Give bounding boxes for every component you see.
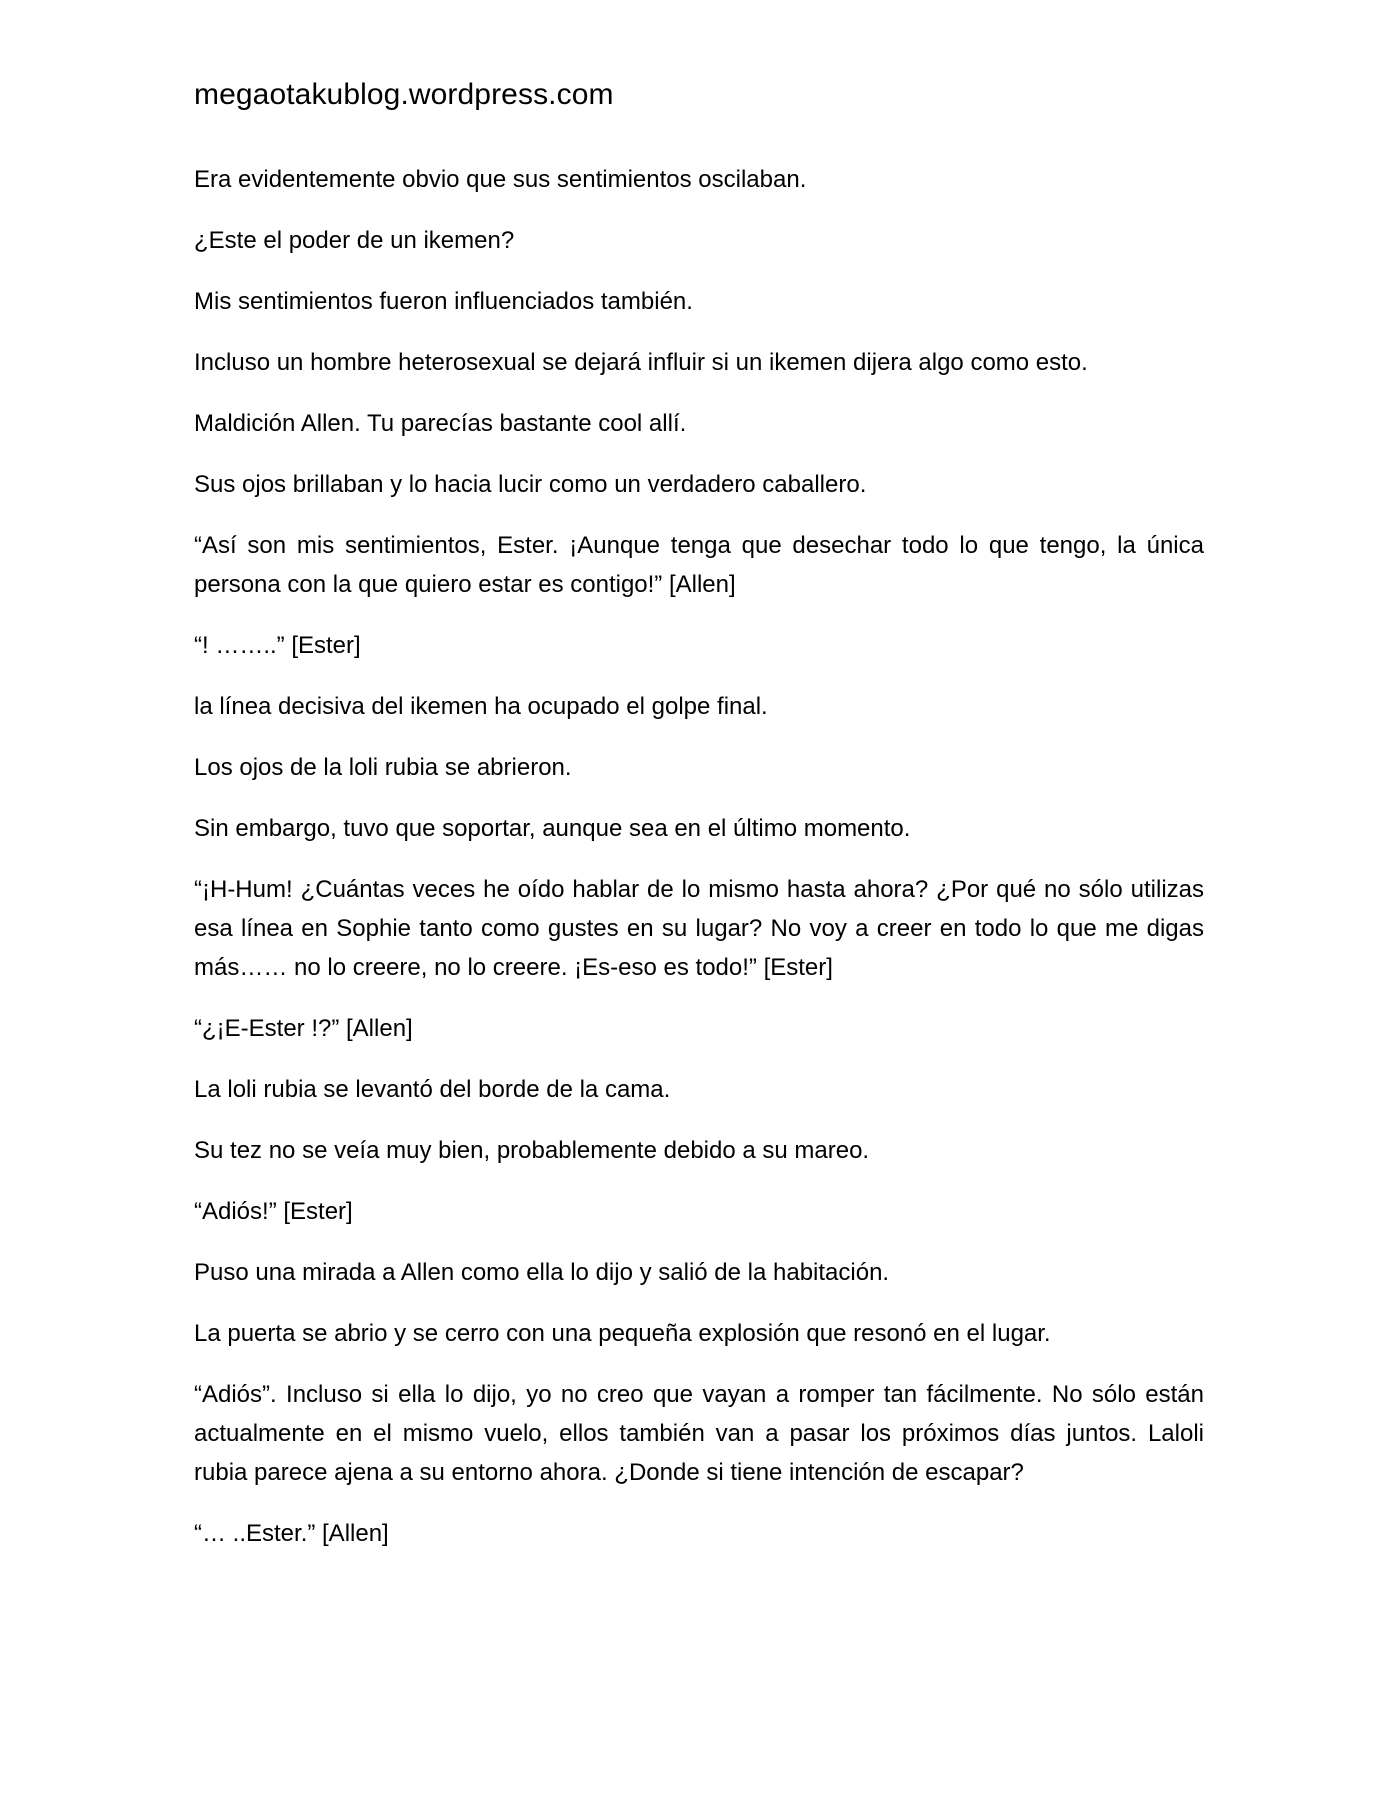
paragraph: La puerta se abrio y se cerro con una pequeña explosión que resonó en el lugar. xyxy=(194,1320,1051,1347)
paragraph: la línea decisiva del ikemen ha ocupado el golpe final. xyxy=(194,693,768,720)
paragraph: Sin embargo, tuvo que soportar, aunque sea en el último momento. xyxy=(194,815,911,842)
paragraph: ¿Este el poder de un ikemen? xyxy=(194,227,515,254)
paragraph: “Adiós”. Incluso si ella lo dijo, yo no creo que vayan a romper tan fácilmente. No sólo están actualmente en el mismo vuelo, ellos también van a pasar los próximos días juntos. Laloli rubia parece ajena a su entorno ahora. ¿Donde si tiene intención de escapar? xyxy=(194,1381,1204,1486)
site-header: megaotakublog.wordpress.com xyxy=(194,78,614,111)
paragraph: Puso una mirada a Allen como ella lo dijo y salió de la habitación. xyxy=(194,1259,890,1286)
paragraph: “… ..Ester.” [Allen] xyxy=(194,1520,389,1547)
paragraph: “¿¡E-Ester !?” [Allen] xyxy=(194,1015,413,1042)
paragraph: Maldición Allen. Tu parecías bastante cool allí. xyxy=(194,410,687,437)
paragraph: Era evidentemente obvio que sus sentimientos oscilaban. xyxy=(194,166,807,193)
paragraph: Los ojos de la loli rubia se abrieron. xyxy=(194,754,572,781)
paragraph: Sus ojos brillaban y lo hacia lucir como un verdadero caballero. xyxy=(194,471,867,498)
paragraph: “Así son mis sentimientos, Ester. ¡Aunque tenga que desechar todo lo que tengo, la única persona con la que quiero estar es contigo!” [Allen] xyxy=(194,532,1204,598)
paragraph: La loli rubia se levantó del borde de la cama. xyxy=(194,1076,671,1103)
paragraph: “! ……..” [Ester] xyxy=(194,632,361,659)
document-body xyxy=(194,160,1204,1575)
paragraph: Mis sentimientos fueron influenciados también. xyxy=(194,288,693,315)
paragraph: Incluso un hombre heterosexual se dejará influir si un ikemen dijera algo como esto. xyxy=(194,349,1088,376)
paragraph: “Adiós!” [Ester] xyxy=(194,1198,353,1225)
paragraph: “¡H-Hum! ¿Cuántas veces he oído hablar de lo mismo hasta ahora? ¿Por qué no sólo utilizas esa línea en Sophie tanto como gustes en su lugar? No voy a creer en todo lo que me digas más…… no lo creere, no lo creere. ¡Es-eso es todo!” [Ester] xyxy=(194,876,1204,981)
paragraph: Su tez no se veía muy bien, probablemente debido a su mareo. xyxy=(194,1137,870,1164)
